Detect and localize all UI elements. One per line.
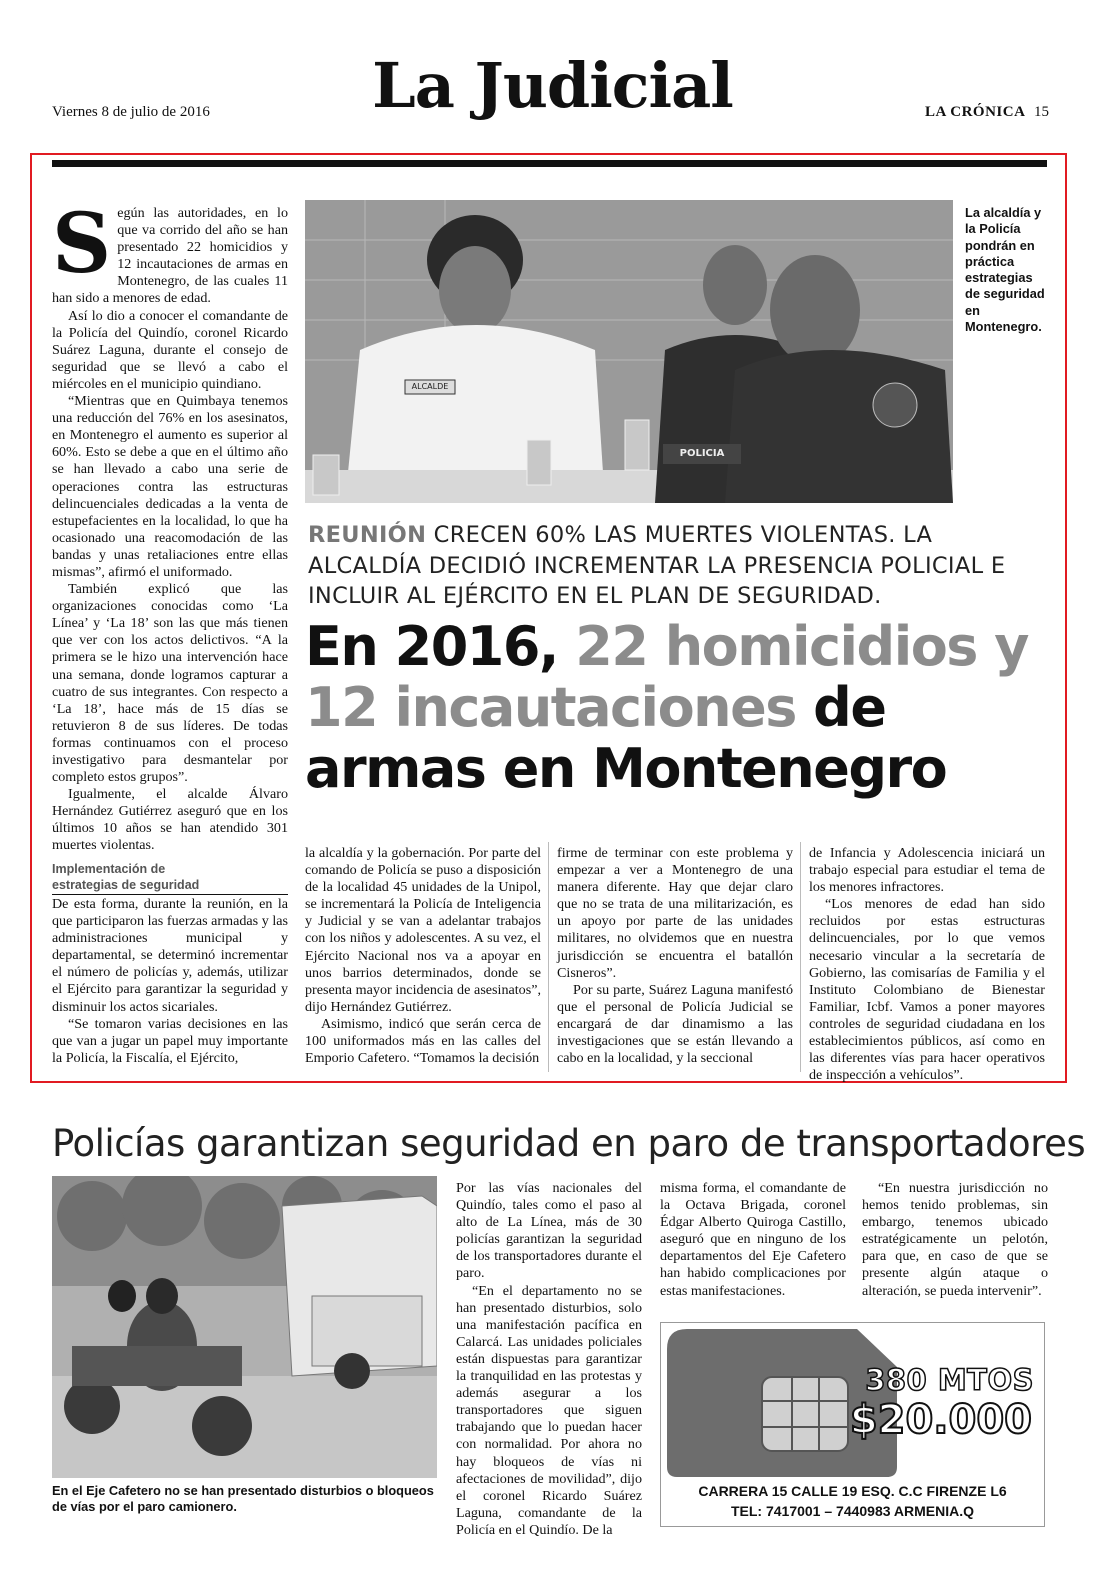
article2-column-3	[862, 1180, 1048, 1300]
road-photo-illustration	[52, 1176, 437, 1478]
paragraph: “Mientras que en Quimbaya tenemos una reducción del 76% en los asesinatos, en Montenegro el aumento es superior al 60%. Esto se debe a que en el último año se han llevado a cabo una serie de operaciones contra las estructuras delincuenciales dedicadas a la venta de estupefacientes en la localidad, lo que ha ocasionado una reacomodación de las bandas y unas retaliaciones entre ellas mismas”, afirmó el uniformado.	[52, 393, 288, 580]
newspaper-name: LA CRÓNICA	[925, 104, 1026, 120]
paragraph: firme de terminar con este problema y empezar a ver a Montenegro de una manera diferente. Hay que dejar claro que no se trata de una militarización, es un apoyo por parte de las unidades militares, no olvidemos que en nuestra jurisdicción se encuentra el batallón Cisneros”.	[557, 845, 793, 981]
drop-cap: S	[52, 196, 112, 292]
advertisement	[660, 1322, 1045, 1527]
section-title: La Judicial	[372, 49, 733, 122]
subheading-line: estrategias de seguridad	[52, 877, 200, 892]
paragraph: la alcaldía y la gobernación. Por parte del comando de Policía se puso a disposición de la localidad 45 unidades de la Unipol, se incrementará la Policía de Inteligencia y Judicial y se van a adelantar trabajos con los niños y adolescentes. A su vez, el Ejército Nacional nos va a apoyar en unos barrios determinados, donde se presenta mayor incidencia de asesinatos”, dijo Hernández Gutiérrez.	[305, 845, 541, 1015]
article-photo	[305, 200, 953, 503]
article2-column-2	[660, 1180, 846, 1300]
article2-column-1	[456, 1180, 642, 1539]
article2-photo	[52, 1176, 437, 1478]
ad-minutes: 380 MTOS	[865, 1363, 1034, 1397]
ad-phones: TEL: 7417001 – 7440983 ARMENIA.Q	[730, 1503, 975, 1519]
issue-date: Viernes 8 de julio de 2016	[52, 104, 210, 120]
badge-label: ALCALDE	[411, 382, 449, 391]
paragraph: “En el departamento no se han presentado disturbios, solo una manifestación pacífica en Calarcá. Las unidades policiales están dispuestas para garantizar la tranquilidad en las protestas y además asegurar a los transportadores que siguen trabajando que lo puedan hacer con normalidad. Por ahora no hay bloqueos de vías ni afectaciones de movilidad”, dijo el coronel Ricardo Suárez Laguna, comandante de la Policía en el Quindío. De la	[456, 1282, 642, 1538]
article-column-3	[557, 845, 793, 1067]
headline-highlight: 22 homicidios y 12 incautaciones	[305, 615, 1028, 739]
paragraph: Por las vías nacionales del Quindío, tales como el paso al alto de La Línea, más de 30 policías garantizan la seguridad de los transportadores durante el paro.	[456, 1180, 642, 1282]
paragraph: misma forma, el comandante de la Octava Brigada, coronel Édgar Alberto Quiroga Castillo, aseguró que en ninguno de los departamentos del Eje Cafetero han habido complicaciones por estas manifestaciones.	[660, 1180, 846, 1299]
paragraph: egún las autoridades, en lo que va corrido del año se han presentado 22 homicidios y 12 incautaciones de armas en Montenegro, de las cuales 11 han sido a menores de edad.	[52, 205, 288, 307]
paragraph: Asimismo, indicó que serán cerca de 100 uniformados más en las calles del Emporio Cafetero. “Tomamos la decisión	[305, 1015, 541, 1067]
column-divider	[800, 842, 801, 1072]
article-kicker	[308, 520, 1050, 612]
article-column-2	[305, 845, 541, 1067]
article-headline	[305, 616, 1065, 799]
badge-label: POLICIA	[679, 448, 725, 459]
column-divider	[548, 842, 549, 1072]
paragraph: “Los menores de edad han sido recluidos por estas estructuras delincuenciales, por lo que vemos necesario vincular a la secretaría de Gobierno, las comisarías de Familia y el Instituto Colombiano de Bienestar Familiar, Icbf. Vamos a poner mayores controles de seguridad ciudadana en los establecimientos públicos, así como en las diferentes vías para hacer operativos de inspección a vehículos”.	[809, 896, 1045, 1084]
kicker-keyword: REUNIÓN	[308, 522, 427, 548]
subheading-rule	[52, 894, 288, 895]
article2-photo-caption: En el Eje Cafetero no se han presentado disturbios o bloqueos de vías por el paro camionero.	[52, 1483, 434, 1515]
subheading	[52, 862, 288, 893]
page-number: 15	[1034, 104, 1049, 120]
paragraph: Por su parte, Suárez Laguna manifestó que el personal de Policía Judicial se encargará de dar dinamismo a las investigaciones que se están llevando a cabo en la localidad, y la seccional	[557, 981, 793, 1067]
section-divider	[52, 160, 1047, 167]
paragraph: “Se tomaron varias decisiones en las que van a jugar un papel muy importante la Policía, la Fiscalía, el Ejército,	[52, 1015, 288, 1066]
headline-part: En 2016,	[305, 615, 576, 678]
paragraph: Así lo dio a conocer el comandante de la Policía del Quindío, coronel Ricardo Suárez Laguna, durante el consejo de seguridad que se llevó a cabo el miércoles en el municipio quindiano.	[52, 307, 288, 392]
meeting-photo-illustration	[305, 200, 953, 503]
paragraph: De esta forma, durante la reunión, en la que participaron las fuerzas armadas y las administraciones municipal y departamental, se determinó incrementar el número de policías y, además, utilizar el Ejército para garantizar la seguridad y disminuir los actos sicariales.	[52, 896, 288, 1015]
photo-caption: La alcaldía y la Policía pondrán en práctica estrategias de seguridad en Montenegro.	[965, 205, 1045, 335]
ad-price: $20.000	[849, 1397, 1032, 1443]
paragraph: También explicó que las organizaciones conocidas como ‘La Línea’ y ‘La 18’ son las que más tienen que ver con los actos delictivos. “A la primera se le hizo una intervención hace una semana, donde logramos capturar a cuatro de sus integrantes. Con respecto a ‘La 18’, hace más de 15 días se retuvieron 8 de sus líderes. De todas formas continuamos con el proceso investigativo para desmantelar por completo estos grupos”.	[52, 581, 288, 786]
article-column-1	[52, 196, 288, 855]
article-column-4	[809, 845, 1045, 1084]
subheading-line: Implementación de	[52, 862, 166, 876]
paragraph: de Infancia y Adolescencia iniciará un trabajo especial para estudiar el tema de los menores infractores.	[809, 845, 1045, 896]
headline-part: de armas en Montenegro	[305, 676, 947, 800]
article-column-1b	[52, 896, 288, 1067]
paragraph: “En nuestra jurisdicción no hemos tenido problemas, sin embargo, tenemos ubicado estratégicamente un pelotón, para que, en caso de que se presente algún ataque o alteración, se pueda intervenir”.	[862, 1180, 1048, 1299]
article2-headline: Policías garantizan seguridad en paro de transportadores	[52, 1122, 1086, 1165]
kicker-text: CRECEN 60% LAS MUERTES VIOLENTAS. LA ALCALDÍA DECIDIÓ INCREMENTAR LA PRESENCIA POLICIAL E INCLUIR AL EJÉRCITO EN EL PLAN DE SEGURIDAD.	[308, 522, 1006, 609]
paragraph: Igualmente, el alcalde Álvaro Hernández Gutiérrez aseguró que en los últimos 10 años se han atendido 301 muertes violentas.	[52, 786, 288, 854]
ad-address: CARRERA 15 CALLE 19 ESQ. C.C FIRENZE L6	[698, 1483, 1007, 1499]
